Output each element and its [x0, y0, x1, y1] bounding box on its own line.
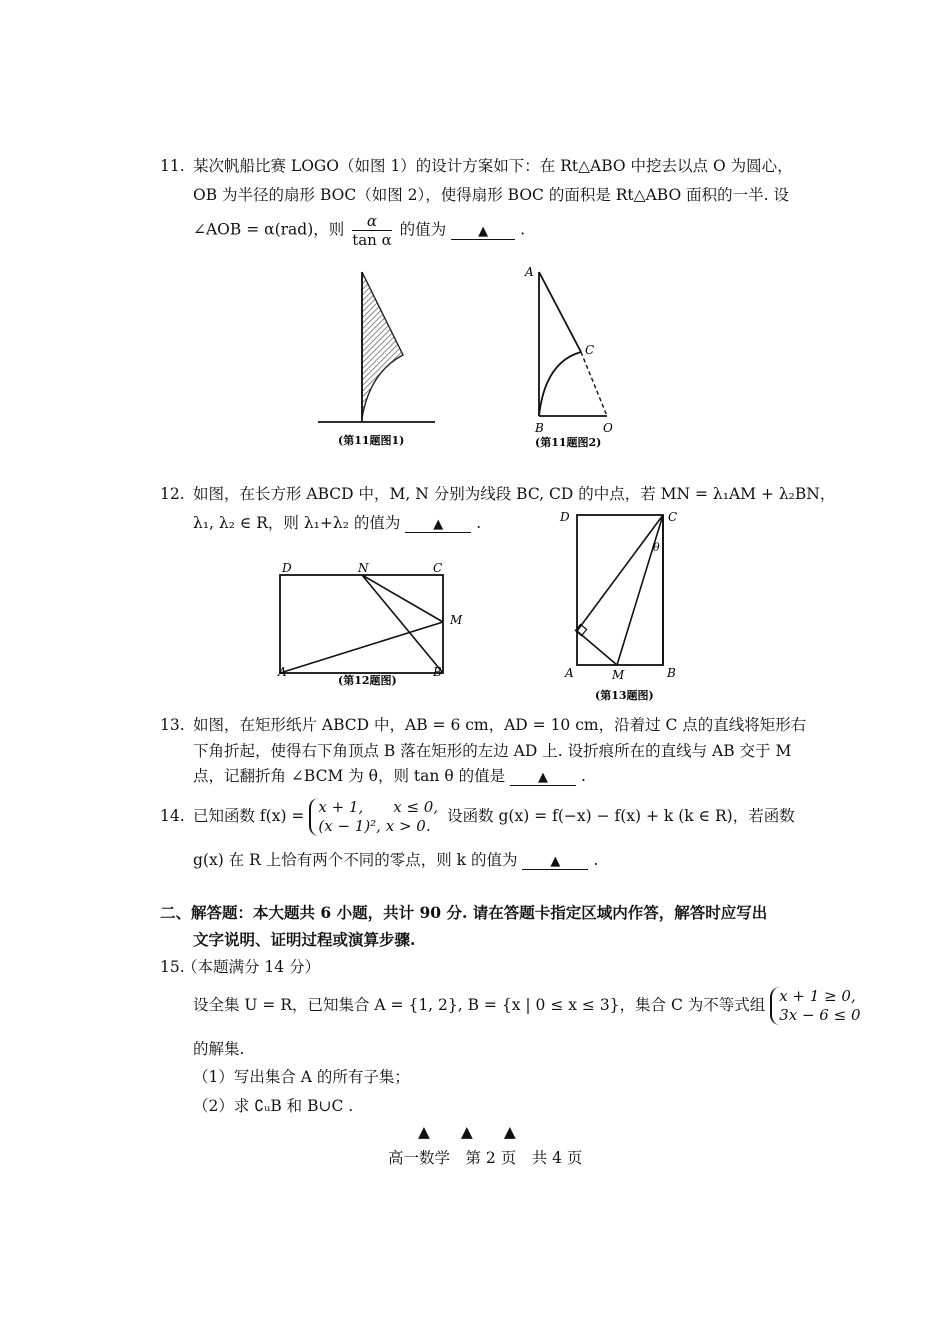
q11-fraction-den: tan α — [352, 231, 392, 249]
q12-caption: (第12题图) — [338, 674, 397, 687]
q15-cases — [770, 987, 864, 1025]
q11-fraction-num: α — [352, 212, 392, 231]
q15-line2: 的解集. — [193, 1040, 245, 1058]
q12-label-m: M — [450, 613, 463, 627]
q15-part2: （2）求 ∁ᵤB 和 B∪C . — [193, 1097, 354, 1115]
q13-label-theta: θ — [653, 541, 660, 554]
q13-label-d: D — [560, 510, 570, 524]
q11-end: . — [520, 220, 525, 239]
section2-line1: 二、解答题：本大题共 6 小题，共计 90 分. 请在答题卡指定区域内作答，解答时应写出 — [160, 903, 768, 922]
q13-end: . — [580, 767, 586, 785]
q11-figure-2 — [515, 262, 635, 452]
q15-part1: （1）写出集合 A 的所有子集； — [193, 1068, 410, 1086]
q13-caption: (第13题图) — [595, 689, 654, 702]
q14-case2: (x − 1)², x > 0. — [318, 817, 431, 835]
q15-case2: 3x − 6 ≤ 0 — [779, 1006, 861, 1024]
q12-label-n: N — [358, 561, 369, 575]
q11-fig2-label-o: O — [603, 421, 613, 435]
q12-answer-blank: ▲ — [405, 518, 471, 533]
q13-line2: 下角折起，使得右下角顶点 B 落在矩形的左边 AD 上. 设折痕所在的直线与 AB 交于 M — [193, 742, 792, 760]
q12-label-b: B — [433, 665, 442, 679]
q12-label-c: C — [433, 561, 443, 575]
q13-line3 — [193, 766, 586, 786]
q13-label-m: M — [612, 668, 625, 682]
q13-number: 13. — [160, 716, 185, 734]
q15-head: （本题满分 14 分） — [182, 958, 321, 976]
q14-pre: 已知函数 f(x) = — [193, 807, 305, 825]
q12-line1: 如图，在长方形 ABCD 中，M, N 分别为线段 BC, CD 的中点，若 MN = λ₁AM + λ₂BN， — [193, 485, 836, 503]
footer-page: 高一数学 第 2 页 共 4 页 — [388, 1149, 583, 1167]
q11-fig2-label-a: A — [525, 265, 534, 279]
q11-fraction — [352, 212, 392, 249]
q15-line1-text: 设全集 U = R，已知集合 A = {1, 2}, B = {x | 0 ≤ x ≤ 3}，集合 C 为不等式组 — [193, 996, 766, 1014]
q11-line3-pre: ∠AOB = α(rad)，则 — [193, 220, 345, 239]
q11-fig2-caption: (第11题图2) — [535, 436, 602, 449]
q12-end: . — [476, 514, 482, 532]
q11-line3-post: 的值为 — [399, 220, 447, 239]
q14-mid: 设函数 g(x) = f(−x) − f(x) + k (k ∈ R)，若函数 — [447, 807, 795, 825]
q11-number: 11. — [160, 157, 185, 175]
q13-label-c: C — [668, 510, 678, 524]
q13-label-b: B — [667, 666, 676, 680]
footer-marks: ▲ ▲ ▲ — [418, 1123, 516, 1141]
q11-line1: 某次帆船比赛 LOGO（如图 1）的设计方案如下：在 Rt△ABO 中挖去以点 O 为圆心， — [193, 157, 793, 175]
q13-line1: 如图，在矩形纸片 ABCD 中，AB = 6 cm，AD = 10 cm，沿着过 C 点的直线将矩形右 — [193, 716, 807, 734]
q14-end: . — [593, 851, 599, 869]
q14-line1 — [193, 795, 795, 837]
q14-case1: x + 1, x ≤ 0, — [318, 798, 439, 816]
q11-fig1-sail — [362, 272, 403, 418]
q12-label-a: A — [278, 665, 287, 679]
q12-figure — [270, 560, 480, 690]
q11-line3 — [193, 212, 525, 249]
q11-fig2-label-c: C — [585, 343, 595, 357]
q14-line2 — [193, 850, 598, 870]
q13-figure — [555, 505, 690, 705]
q12-number: 12. — [160, 485, 185, 503]
q11-fig2-label-b: B — [535, 421, 544, 435]
q13-answer-blank: ▲ — [510, 771, 576, 786]
q14-cases — [309, 798, 442, 836]
q14-line2-pre: g(x) 在 R 上恰有两个不同的零点，则 k 的值为 — [193, 851, 518, 869]
q11-answer-blank: ▲ — [451, 225, 515, 240]
q12-line2-pre: λ₁, λ₂ ∈ R，则 λ₁+λ₂ 的值为 — [193, 514, 401, 532]
q12-line2 — [193, 513, 481, 533]
q11-line2: OB 为半径的扇形 BOC（如图 2），使得扇形 BOC 的面积是 Rt△ABO 面积的一半. 设 — [193, 186, 789, 204]
q12-label-d: D — [282, 561, 292, 575]
q15-case1: x + 1 ≥ 0, — [779, 987, 856, 1005]
q14-number: 14. — [160, 807, 185, 825]
section2-line2: 文字说明、证明过程或演算步骤. — [193, 930, 416, 949]
q15-number: 15. — [160, 958, 185, 976]
q13-line3-pre: 点，记翻折角 ∠BCM 为 θ，则 tan θ 的值是 — [193, 767, 506, 785]
q11-figure-1 — [310, 262, 440, 452]
q13-label-a: A — [565, 666, 574, 680]
q14-answer-blank: ▲ — [522, 855, 588, 870]
q11-fig1-caption: (第11题图1) — [338, 434, 405, 447]
q15-line1 — [193, 983, 865, 1027]
